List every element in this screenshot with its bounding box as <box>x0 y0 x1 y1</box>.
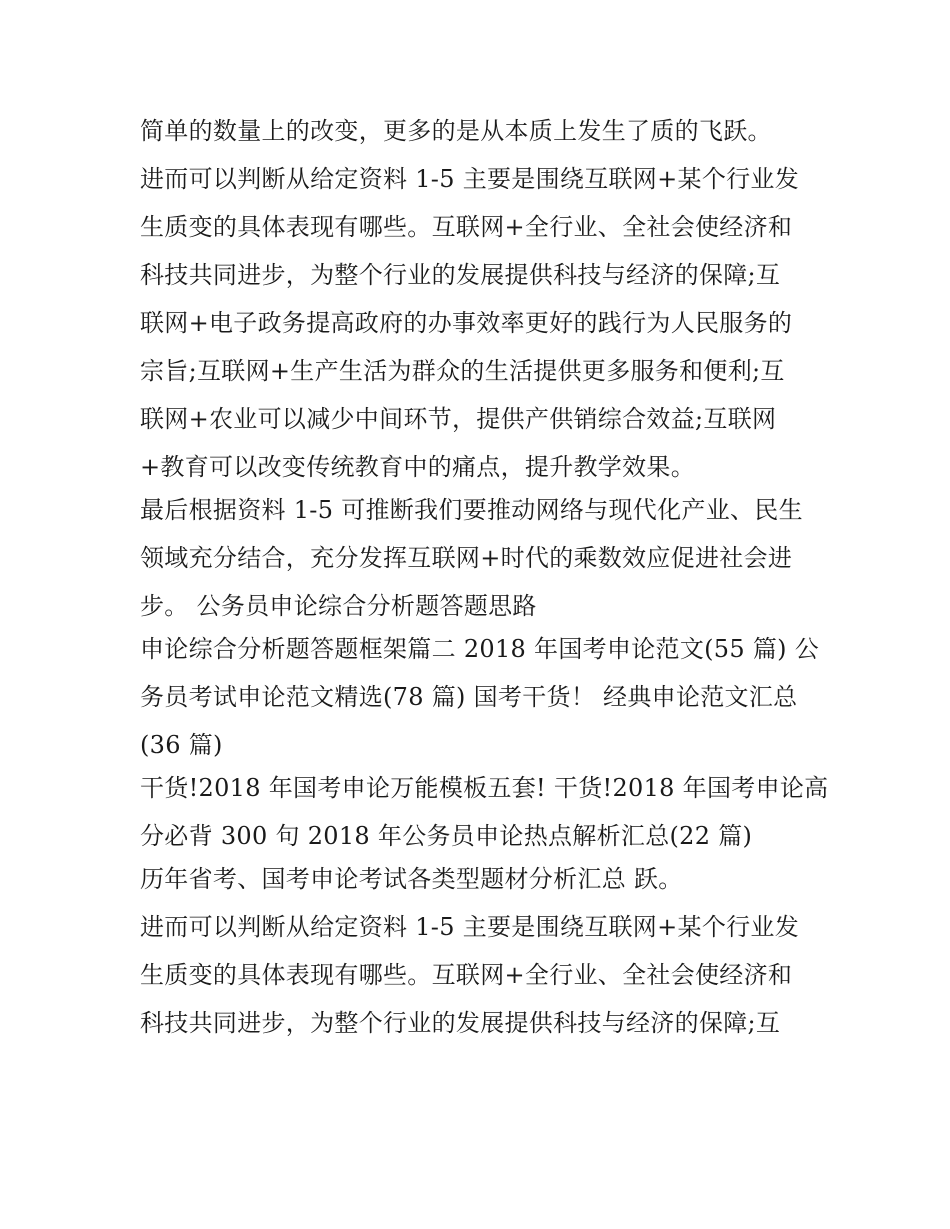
text-line: 科技共同进步，为整个行业的发展提供科技与经济的保障;互 <box>140 1009 781 1037</box>
document-body <box>140 107 829 1047</box>
text-line: 申论综合分析题答题框架篇二 2018 年国考申论范文(55 篇) 公 <box>140 635 820 663</box>
text-line: 生质变的具体表现有哪些。互联网+全行业、全社会使经济和 <box>140 213 793 241</box>
text-line: 科技共同进步，为整个行业的发展提供科技与经济的保障;互 <box>140 261 781 289</box>
text-line: 历年省考、国考申论考试各类型题材分析汇总 跃。 <box>140 865 683 893</box>
text-line: 分必背 300 句 2018 年公务员申论热点解析汇总(22 篇) <box>140 822 753 850</box>
text-line: +教育可以改变传统教育中的痛点，提升教学效果。 <box>140 453 696 481</box>
text-line: 宗旨;互联网+生产生活为群众的生活提供更多服务和便利;互 <box>140 357 785 385</box>
text-line: 简单的数量上的改变，更多的是从本质上发生了质的飞跃。 <box>140 117 772 145</box>
text-line: 最后根据资料 1-5 可推断我们要推动网络与现代化产业、民生 <box>140 496 803 524</box>
text-line: (36 篇) <box>140 731 223 759</box>
text-line: 务员考试申论范文精选(78 篇) 国考干货！ 经典申论范文汇总 <box>140 683 798 711</box>
text-line: 联网+农业可以减少中间环节，提供产供销综合效益;互联网 <box>140 405 777 433</box>
text-line: 联网+电子政务提高政府的办事效率更好的践行为人民服务的 <box>140 309 793 337</box>
text-line: 进而可以判断从给定资料 1-5 主要是围绕互联网+某个行业发 <box>140 165 800 193</box>
text-line: 步。 公务员申论综合分析题答题思路 <box>140 592 537 620</box>
text-line: 干货!2018 年国考申论万能模板五套! 干货!2018 年国考申论高 <box>140 774 829 802</box>
text-line: 进而可以判断从给定资料 1-5 主要是围绕互联网+某个行业发 <box>140 913 800 941</box>
text-line: 生质变的具体表现有哪些。互联网+全行业、全社会使经济和 <box>140 961 793 989</box>
text-line: 领域充分结合，充分发挥互联网+时代的乘数效应促进社会进 <box>140 544 793 572</box>
